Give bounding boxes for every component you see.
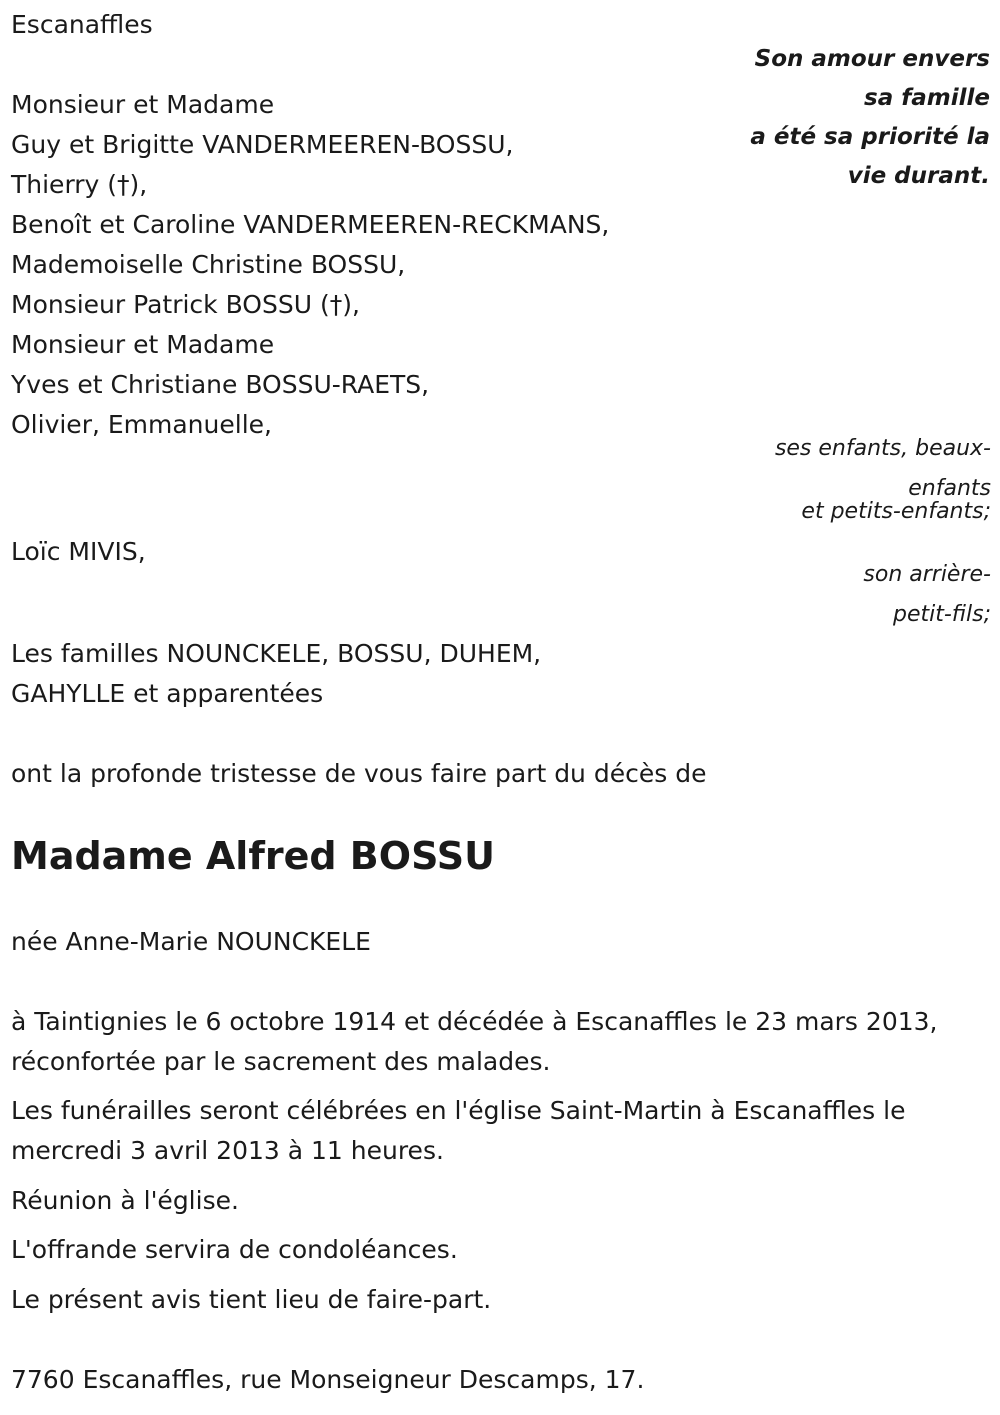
family-line: Monsieur Patrick BOSSU (†),	[11, 290, 360, 319]
funeral-paragraph: Les funérailles seront célébrées en l'église Saint-Martin à Escanaffles le mercredi 3 avril 2013 à 11 heures.	[11, 1096, 906, 1165]
other-families-line: GAHYLLE et apparentées	[11, 679, 324, 708]
birth-death-paragraph: à Taintignies le 6 octobre 1914 et décédée à Escanaffles le 23 mars 2013, réconfortée par le sacrement des malades.	[11, 1007, 938, 1076]
family-line: Olivier, Emmanuelle,	[11, 410, 272, 439]
family-line: Monsieur et Madame	[11, 330, 275, 359]
relation-children	[775, 429, 991, 500]
family-line: Guy et Brigitte VANDERMEEREN-BOSSU,	[11, 130, 514, 159]
address-line: 7760 Escanaffles, rue Monseigneur Descamps, 17.	[11, 1365, 645, 1394]
relation-line: petit-fils;	[892, 602, 991, 627]
family-line: Benoît et Caroline VANDERMEEREN-RECKMANS,	[11, 210, 610, 239]
relation-grandchildren	[801, 500, 991, 523]
relation-line: son arrière-	[863, 562, 991, 587]
relation-line: ses enfants, beaux-	[774, 436, 991, 461]
deceased-name: Madame Alfred BOSSU	[11, 834, 495, 878]
great-grandson: Loïc MIVIS,	[11, 537, 146, 566]
quote-line: a été sa priorité la	[750, 124, 990, 150]
family-line: Monsieur et Madame	[11, 90, 275, 119]
relation-line: et petits-enfants;	[801, 499, 991, 524]
quote-block	[750, 40, 990, 196]
relation-line: enfants	[908, 476, 991, 501]
family-line: Mademoiselle Christine BOSSU,	[11, 250, 406, 279]
header-place: Escanaffles	[11, 10, 153, 39]
meeting-line: Réunion à l'église.	[11, 1186, 239, 1215]
announcement-intro: ont la profonde tristesse de vous faire part du décès de	[11, 759, 707, 788]
family-line: Yves et Christiane BOSSU-RAETS,	[11, 370, 430, 399]
offering-line: L'offrande servira de condoléances.	[11, 1235, 458, 1264]
maiden-name: née Anne-Marie NOUNCKELE	[11, 927, 371, 956]
quote-line: Son amour envers	[754, 46, 990, 72]
other-families-line: Les familles NOUNCKELE, BOSSU, DUHEM,	[11, 639, 542, 668]
quote-line: vie durant.	[847, 163, 990, 189]
relation-great-grandson	[863, 555, 991, 635]
notice-line: Le présent avis tient lieu de faire-part.	[11, 1285, 492, 1314]
family-line: Thierry (†),	[11, 170, 148, 199]
quote-line: sa famille	[864, 85, 990, 111]
